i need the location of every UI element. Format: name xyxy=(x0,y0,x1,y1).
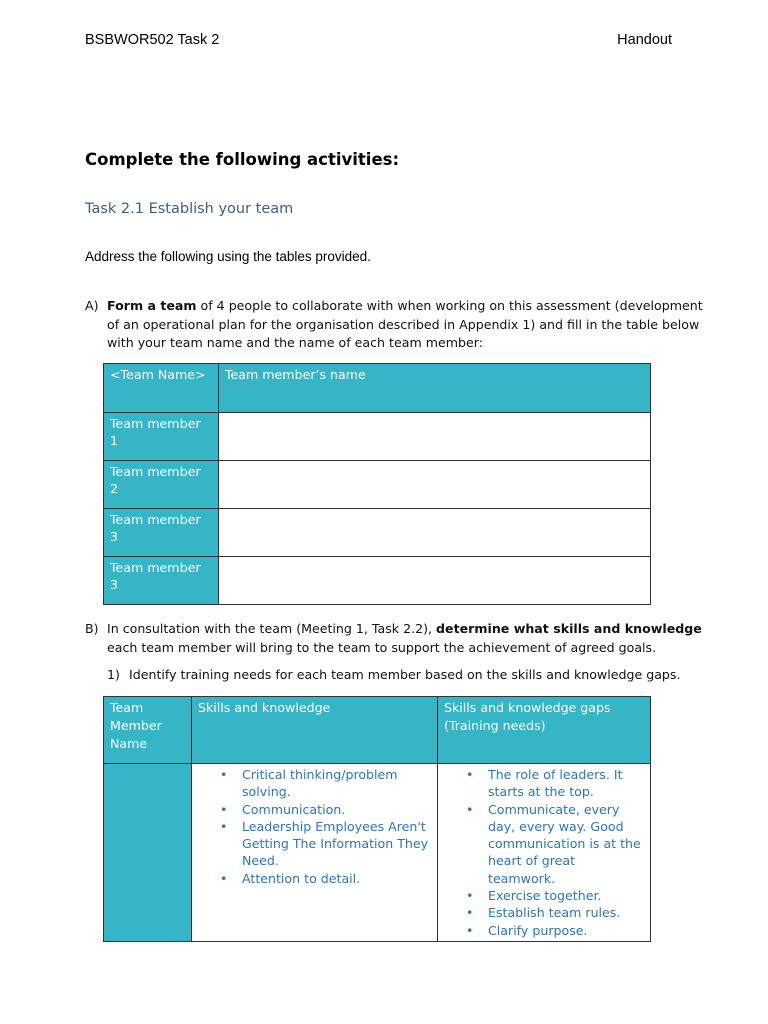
member-name-cell[interactable] xyxy=(104,764,192,942)
skills-table-header xyxy=(104,697,651,764)
list-item: • Leadership Employees Aren't Getting The Information They Need. xyxy=(198,818,431,870)
list-item: • Exercise together. xyxy=(444,887,644,904)
row-label: Team member 2 xyxy=(104,461,219,509)
table-row xyxy=(104,413,651,461)
member-name-header: Team member’s name xyxy=(219,364,651,413)
member-name-header: Team Member Name xyxy=(104,697,192,764)
section-a-marker: A) xyxy=(85,298,99,313)
page-title: Complete the following activities: xyxy=(85,150,400,169)
skills-header: Skills and knowledge xyxy=(192,697,438,764)
skills-list xyxy=(198,766,431,887)
sub-item-1 xyxy=(107,667,680,682)
member-name-cell[interactable] xyxy=(219,509,651,557)
sub-item-number: 1) xyxy=(107,667,120,682)
section-a-bold: Form a team xyxy=(107,298,197,313)
table-row xyxy=(104,764,651,942)
gaps-list xyxy=(444,766,644,939)
section-a xyxy=(85,297,705,353)
section-b-text-after: each team member will bring to the team to support the achievement of agreed goals. xyxy=(107,639,657,655)
header-handout-label: Handout xyxy=(617,32,672,48)
skills-table xyxy=(103,696,651,942)
intro-text: Address the following using the tables provided. xyxy=(85,249,371,264)
member-name-cell[interactable] xyxy=(219,557,651,605)
sub-item-text: Identify training needs for each team member based on the skills and knowledge gaps. xyxy=(129,667,681,682)
gaps-cell[interactable] xyxy=(438,764,651,942)
team-name-header: <Team Name> xyxy=(104,364,219,413)
section-b-body xyxy=(107,620,705,657)
list-item: • Communicate, every day, every way. Good communication is at the heart of great teamwork. xyxy=(444,801,644,887)
row-label: Team member 3 xyxy=(104,557,219,605)
table-row xyxy=(104,509,651,557)
section-b-text-before: In consultation with the team (Meeting 1, Task 2.2), xyxy=(107,621,437,636)
section-a-body xyxy=(107,297,705,353)
skills-cell[interactable] xyxy=(192,764,438,942)
list-item: • Clarify purpose. xyxy=(444,922,644,939)
list-item: • The role of leaders. It starts at the top. xyxy=(444,766,644,801)
gaps-header: Skills and knowledge gaps (Training needs) xyxy=(438,697,651,764)
section-b-marker: B) xyxy=(85,621,99,636)
row-label: Team member 3 xyxy=(104,509,219,557)
team-table-header xyxy=(104,364,651,413)
member-name-cell[interactable] xyxy=(219,461,651,509)
table-row xyxy=(104,557,651,605)
list-item: • Establish team rules. xyxy=(444,904,644,921)
list-item: • Communication. xyxy=(198,801,431,818)
member-name-cell[interactable] xyxy=(219,413,651,461)
list-item: • Critical thinking/problem solving. xyxy=(198,766,431,801)
section-b xyxy=(85,620,705,657)
team-table xyxy=(103,363,651,605)
section-b-bold: determine what skills and knowledge xyxy=(436,621,702,636)
list-item: • Attention to detail. xyxy=(198,870,431,887)
section-a-text: of 4 people to collaborate with when working on this assessment (development of an operational plan for the organisation described in Appendix 1) and fill in the table below with your team name and the name of each team member: xyxy=(107,298,703,350)
header-course-code: BSBWOR502 Task 2 xyxy=(85,32,220,48)
task-heading: Task 2.1 Establish your team xyxy=(85,201,294,217)
table-row xyxy=(104,461,651,509)
row-label: Team member 1 xyxy=(104,413,219,461)
